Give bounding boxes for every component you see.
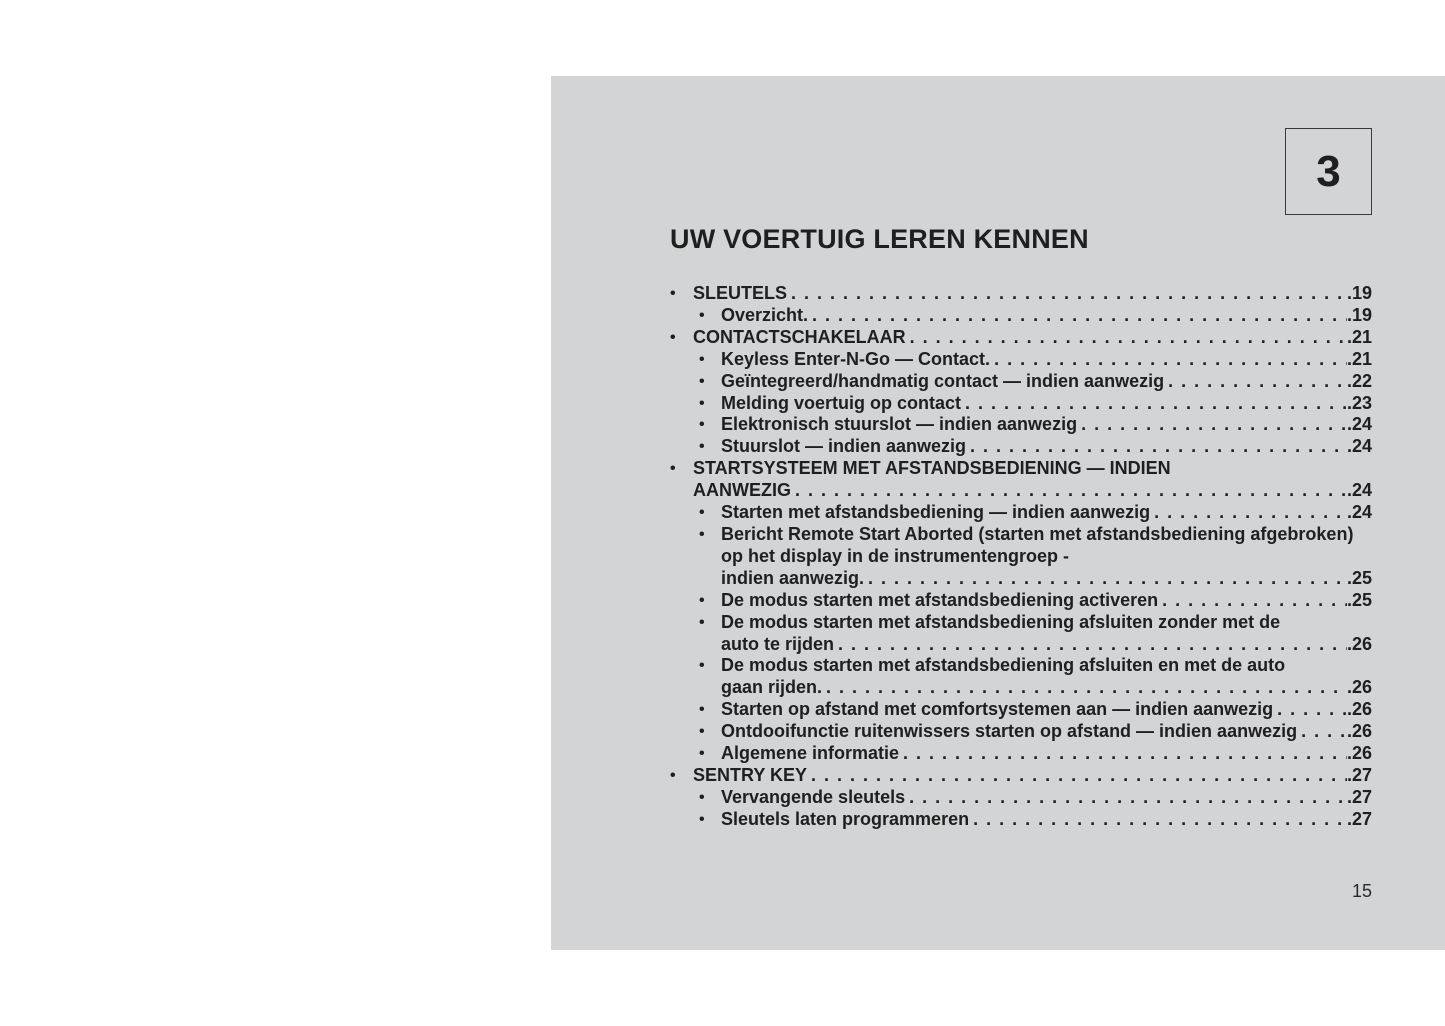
toc-entry-label: indien aanwezig. — [721, 567, 865, 588]
toc-entry-page: .26 — [1346, 677, 1372, 698]
toc-entry-row — [721, 809, 1372, 831]
bullet-icon: • — [699, 723, 705, 741]
bullet-icon: • — [699, 350, 705, 368]
toc-entry-label-continued: Bericht Remote Start Aborted (starten met afstandsbediening afgebroken) op het display in de instrumentengroep - — [721, 523, 1354, 566]
toc-entry-row — [721, 634, 1372, 656]
toc-entry[interactable] — [670, 787, 1372, 809]
toc-entry-page: .25 — [1346, 589, 1372, 610]
dot-leader — [864, 568, 1347, 590]
toc-entry-row — [721, 787, 1372, 809]
toc-entry[interactable] — [670, 699, 1372, 721]
dot-leader — [787, 283, 1347, 305]
toc-entry[interactable] — [670, 590, 1372, 612]
bullet-icon: • — [699, 306, 705, 324]
toc-entry-page: .27 — [1346, 786, 1372, 807]
toc-entry-label: gaan rijden. — [721, 677, 823, 698]
toc-entry[interactable] — [670, 765, 1372, 787]
toc-entry[interactable] — [670, 371, 1372, 393]
toc-entry[interactable] — [670, 305, 1372, 327]
toc-entry-row — [693, 480, 1372, 502]
toc-entry[interactable] — [670, 393, 1372, 415]
toc-entry-row — [721, 371, 1372, 393]
dot-leader — [1158, 590, 1347, 612]
dot-leader — [899, 743, 1347, 765]
bullet-icon: • — [699, 394, 705, 412]
bullet-icon: • — [670, 285, 676, 302]
toc-entry[interactable] — [670, 655, 1372, 699]
bullet-icon: • — [670, 766, 676, 784]
toc-entry[interactable] — [670, 743, 1372, 765]
bullet-icon: • — [670, 328, 676, 346]
toc-entry-row — [693, 765, 1372, 787]
toc-entry-label: Vervangende sleutels — [721, 786, 906, 807]
dot-leader — [1150, 502, 1347, 524]
bullet-icon: • — [699, 438, 705, 456]
dot-leader — [1077, 414, 1347, 436]
toc-entry-row — [721, 590, 1372, 612]
dot-leader — [990, 349, 1347, 371]
toc-entry-page: .24 — [1346, 436, 1372, 457]
bullet-icon: • — [699, 591, 705, 609]
bullet-icon: • — [699, 613, 705, 631]
toc-entry-page: .22 — [1346, 370, 1372, 391]
bullet-icon: • — [699, 701, 705, 719]
dot-leader — [969, 809, 1347, 831]
toc-entry-label: SLEUTELS — [693, 283, 788, 303]
toc-entry-page: .24 — [1346, 480, 1372, 501]
toc-entry-page: .26 — [1346, 699, 1372, 720]
dot-leader — [1297, 721, 1347, 743]
bullet-icon: • — [699, 657, 705, 675]
dot-leader — [808, 305, 1347, 327]
chapter-number: 3 — [1316, 146, 1341, 196]
dot-leader — [906, 327, 1347, 349]
bullet-icon: • — [699, 525, 705, 543]
toc-entry-row — [693, 283, 1372, 305]
chapter-title: UW VOERTUIG LEREN KENNEN — [670, 224, 1089, 254]
toc-entry[interactable] — [670, 612, 1372, 656]
toc-entry-row — [721, 699, 1372, 721]
toc-entry-page: .21 — [1346, 326, 1372, 347]
bullet-icon: • — [699, 745, 705, 763]
toc-entry-page: .24 — [1346, 414, 1372, 435]
toc-entry-label: CONTACTSCHAKELAAR — [693, 326, 906, 347]
bullet-icon: • — [699, 788, 705, 806]
toc-entry-label: Geïntegreerd/handmatig contact — indien aanwezig — [721, 370, 1165, 391]
toc-entry-page: .25 — [1346, 567, 1372, 588]
toc-entry-row — [721, 502, 1372, 524]
toc-entry[interactable] — [670, 327, 1372, 349]
dot-leader — [1273, 699, 1347, 721]
dot-leader — [834, 634, 1347, 656]
toc-entry-label: Stuurslot — indien aanwezig — [721, 436, 967, 457]
toc-entry-label: Algemene informatie — [721, 743, 900, 764]
toc-entry-label-continued: STARTSYSTEEM MET AFSTANDSBEDIENING — INDIEN — [693, 458, 1171, 479]
toc-entry-page: .26 — [1346, 633, 1372, 654]
toc-entry[interactable] — [670, 436, 1372, 458]
toc-entry[interactable] — [670, 524, 1372, 590]
bullet-icon: • — [699, 416, 705, 434]
toc-entry-page: .24 — [1346, 502, 1372, 523]
toc-entry[interactable] — [670, 809, 1372, 831]
toc-entry-page: .19 — [1346, 304, 1372, 325]
bullet-icon: • — [699, 810, 705, 828]
toc-entry-page: .19 — [1346, 283, 1372, 303]
dot-leader — [791, 480, 1347, 502]
toc-entry-label: Starten op afstand met comfortsystemen aan — indien aanwezig — [721, 699, 1274, 720]
toc-entry-label: Sleutels laten programmeren — [721, 808, 970, 829]
toc-entry-page: .21 — [1346, 348, 1372, 369]
toc-entry-row — [693, 327, 1372, 349]
table-of-contents — [670, 283, 1372, 831]
toc-entry-row — [721, 436, 1372, 458]
dot-leader — [822, 677, 1347, 699]
dot-leader — [1164, 371, 1347, 393]
toc-entry-row — [721, 414, 1372, 436]
dot-leader — [966, 436, 1347, 458]
bullet-icon: • — [699, 504, 705, 522]
toc-entry-label: De modus starten met afstandsbediening activeren — [721, 589, 1159, 610]
toc-entry-label: Melding voertuig op contact — [721, 392, 962, 413]
dot-leader — [961, 393, 1347, 415]
bullet-icon: • — [670, 460, 676, 478]
toc-entry[interactable] — [670, 414, 1372, 436]
toc-entry-row — [721, 721, 1372, 743]
toc-entry-label-continued: De modus starten met afstandsbediening afsluiten en met de auto — [721, 655, 1286, 676]
toc-entry-label: Ontdooifunctie ruitenwissers starten op afstand — indien aanwezig — [721, 721, 1298, 742]
toc-entry[interactable] — [670, 458, 1372, 502]
toc-entry-row — [721, 349, 1372, 371]
toc-entry-row — [721, 743, 1372, 765]
toc-entry[interactable] — [670, 502, 1372, 524]
page-number: 15 — [1351, 881, 1372, 901]
toc-entry-label: AANWEZIG — [693, 480, 791, 501]
toc-entry-page: .27 — [1346, 808, 1372, 829]
chapter-number-box — [1285, 128, 1372, 215]
toc-entry-label: Keyless Enter-N-Go — Contact. — [721, 348, 991, 369]
toc-entry-page: .26 — [1346, 743, 1372, 764]
toc-entry-label: Starten met afstandsbediening — indien aanwezig — [721, 502, 1151, 523]
toc-entry-row — [721, 393, 1372, 415]
toc-entry-page: .26 — [1346, 721, 1372, 742]
toc-entry-row — [721, 677, 1372, 699]
toc-entry[interactable] — [670, 283, 1372, 305]
toc-entry-label: Overzicht. — [721, 304, 809, 325]
toc-entry-label: SENTRY KEY — [693, 764, 808, 785]
dot-leader — [807, 765, 1347, 787]
toc-entry[interactable] — [670, 721, 1372, 743]
toc-entry[interactable] — [670, 349, 1372, 371]
toc-entry-label: auto te rijden — [721, 633, 835, 654]
toc-entry-label-continued: De modus starten met afstandsbediening afsluiten zonder met de — [721, 611, 1281, 632]
toc-entry-row — [721, 568, 1372, 590]
manual-page — [551, 76, 1445, 950]
toc-entry-page: .23 — [1346, 392, 1372, 413]
toc-entry-label: Elektronisch stuurslot — indien aanwezig — [721, 414, 1078, 435]
toc-entry-row — [721, 305, 1372, 327]
bullet-icon: • — [699, 372, 705, 390]
dot-leader — [905, 787, 1347, 809]
toc-entry-page: .27 — [1346, 764, 1372, 785]
